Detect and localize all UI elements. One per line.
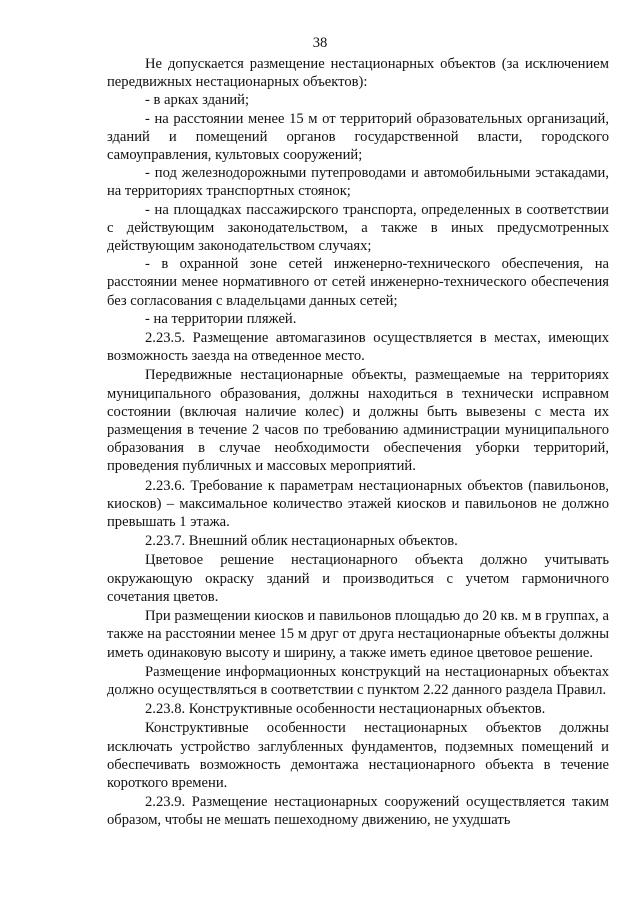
paragraph: Не допускается размещение нестационарных объектов (за исключением передвижных нестационарных объектов): [107,56,609,91]
paragraph: 2.23.9. Размещение нестационарных сооружений осуществляется таким образом, чтобы не мешать пешеходному движению, не ухудшать [107,794,609,829]
list-item: - на площадках пассажирского транспорта, определенных в соответствии с действующим законодательством, а также в иных предусмотренных действующим законодательством случаях; [107,201,609,255]
paragraph: Конструктивные особенности нестационарных объектов должны исключать устройство заглубленных фундаментов, подземных помещений и обеспечивать возможность демонтажа нестационарного объекта в течение короткого времени. [107,720,609,791]
section-heading: 2.23.8. Конструктивные особенности нестационарных объектов. [145,701,546,718]
section-heading: 2.23.7. Внешний облик нестационарных объектов. [145,533,458,550]
paragraph: Цветовое решение нестационарного объекта должно учитывать окружающую окраску зданий и производиться с учетом гармоничного сочетания цветов. [107,552,609,605]
paragraph: При размещении киосков и павильонов площадью до 20 кв. м в группах, а также на расстоянии менее 15 м друг от друга нестационарные объекты должны иметь одинаковую высоту и ширину, а также иметь единое цветовое решение. [107,608,609,661]
list-item: - в охранной зоне сетей инженерно-технического обеспечения, на расстоянии менее нормативного от сетей инженерно-технического обеспечения без согласования с владельцами данных сетей; [107,256,609,309]
paragraph: Размещение информационных конструкций на нестационарных объектах должно осуществляться в соответствии с пунктом 2.22 данного раздела Правил. [107,663,609,698]
paragraph: 2.23.6. Требование к параметрам нестационарных объектов (павильонов, киосков) – максимальное количество этажей киосков и павильонов не должно превышать 1 этажа. [107,477,609,531]
paragraph: 2.23.5. Размещение автомагазинов осуществляется в местах, имеющих возможность заезда на отведенное место. [107,330,609,365]
body-text [107,55,609,830]
list-item: - в арках зданий; [145,92,250,109]
paragraph: Передвижные нестационарные объекты, размещаемые на территориях муниципального образования, должны находиться в технически исправном состоянии (включая наличие колес) и должны быть вывезены с места их размещения в течение 2 часов по требованию администрации муниципального образования в случае необходимости обеспечения уборки территорий, проведения публичных и массовых мероприятий. [107,367,609,475]
page-number: 38 [312,35,328,51]
list-item: - на расстоянии менее 15 м от территорий образовательных организаций, зданий и помещений органов государственной власти, городского самоуправления, культовых сооружений; [107,110,609,164]
list-item: - на территории пляжей. [145,310,297,327]
list-item: - под железнодорожными путепроводами и автомобильными эстакадами, на территориях транспортных стоянок; [107,165,609,200]
